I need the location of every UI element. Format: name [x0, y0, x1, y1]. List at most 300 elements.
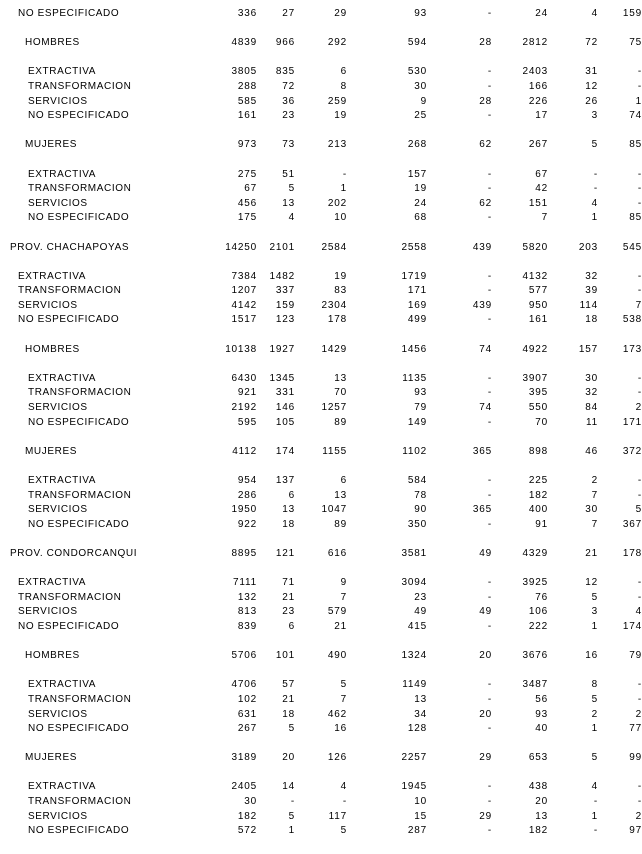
cell-value: 161	[237, 110, 257, 122]
table-row	[0, 708, 642, 723]
row-spacer	[0, 737, 642, 752]
cell-value: 83	[334, 285, 347, 297]
cell-value: 171	[622, 416, 642, 428]
cell-value: 4922	[522, 343, 548, 355]
table-row	[0, 678, 642, 693]
row-spacer	[0, 255, 642, 270]
cell-value: 490	[327, 650, 347, 662]
cell-value: 132	[237, 591, 257, 603]
cell-value: -	[487, 314, 492, 326]
cell-value: 5	[288, 183, 295, 195]
cell-value: 921	[237, 387, 257, 399]
table-row	[0, 270, 642, 285]
table-row	[0, 241, 642, 256]
cell-value: 400	[528, 504, 548, 516]
cell-value: 1482	[269, 270, 295, 282]
table-row	[0, 445, 642, 460]
cell-value: 2	[591, 475, 598, 486]
cell-value: 3805	[231, 66, 257, 78]
cell-value: 117	[328, 810, 347, 822]
cell-value: 10	[414, 796, 427, 808]
cell-value: -	[487, 825, 492, 837]
row-spacer	[0, 124, 642, 139]
cell-value: 350	[407, 518, 427, 530]
cell-value: 1	[591, 723, 598, 735]
cell-value: 10138	[225, 343, 257, 355]
cell-value: -	[637, 796, 642, 808]
cell-value: 21	[585, 547, 598, 559]
table-row	[0, 591, 642, 606]
row-spacer	[0, 532, 642, 547]
cell-value: 71	[282, 577, 295, 589]
cell-value: 3581	[401, 547, 427, 559]
cell-value: -	[487, 781, 492, 793]
cell-value: 39	[585, 285, 598, 297]
row-label: NO ESPECIFICADO	[28, 110, 130, 122]
row-label: EXTRACTIVA	[18, 270, 87, 282]
cell-value: 2	[635, 708, 642, 720]
cell-value: -	[637, 80, 642, 92]
cell-value: 3676	[522, 650, 548, 662]
cell-value: 13	[414, 693, 427, 705]
cell-value: 13	[334, 372, 347, 384]
cell-value: 9	[420, 95, 427, 107]
cell-value: 226	[528, 95, 548, 107]
row-label: EXTRACTIVA	[28, 168, 97, 180]
cell-value: 8895	[231, 547, 257, 559]
cell-value: 19	[414, 183, 427, 195]
cell-value: 62	[479, 139, 492, 151]
cell-value: 365	[472, 504, 492, 516]
cell-value: 10	[334, 212, 347, 224]
cell-value: 6	[340, 475, 347, 486]
cell-value: 11	[586, 416, 598, 428]
cell-value: 19	[334, 110, 347, 122]
cell-value: 365	[472, 445, 492, 457]
cell-value: 93	[414, 8, 427, 19]
cell-value: 2101	[269, 241, 295, 253]
cell-value: 78	[414, 489, 427, 501]
row-spacer	[0, 766, 642, 781]
table-row	[0, 693, 642, 708]
cell-value: -	[487, 489, 492, 501]
cell-value: 4706	[231, 679, 257, 691]
table-row	[0, 649, 642, 664]
row-spacer	[0, 153, 642, 168]
table-row	[0, 489, 642, 504]
row-label: TRANSFORMACION	[28, 183, 132, 195]
cell-value: 337	[275, 285, 295, 297]
cell-value: 395	[528, 387, 548, 399]
cell-value: 1950	[231, 504, 257, 516]
cell-value: 4	[591, 781, 598, 793]
cell-value: 24	[535, 8, 548, 19]
cell-value: 225	[528, 475, 548, 486]
cell-value: 74	[479, 402, 492, 414]
cell-value: -	[487, 285, 492, 297]
cell-value: 6	[340, 66, 347, 78]
cell-value: -	[487, 518, 492, 530]
cell-value: 29	[334, 8, 347, 19]
cell-value: 93	[414, 387, 427, 399]
table-row	[0, 416, 642, 431]
statistics-table	[0, 7, 642, 839]
table-row	[0, 211, 642, 226]
cell-value: 29	[479, 752, 492, 764]
row-label: SERVICIOS	[28, 504, 88, 516]
cell-value: 16	[585, 650, 598, 662]
row-spacer	[0, 664, 642, 679]
cell-value: 20	[479, 650, 492, 662]
cell-value: 18	[282, 518, 295, 530]
cell-value: 3487	[522, 679, 548, 691]
table-row	[0, 386, 642, 401]
cell-value: 97	[629, 825, 642, 837]
cell-value: 30	[244, 796, 257, 808]
cell-value: 171	[407, 285, 427, 297]
table-row	[0, 780, 642, 795]
cell-value: 4	[635, 606, 642, 618]
row-spacer	[0, 357, 642, 372]
cell-value: 19	[334, 270, 347, 282]
cell-value: 950	[528, 299, 548, 311]
row-spacer	[0, 22, 642, 37]
cell-value: 7	[591, 518, 598, 530]
cell-value: 13	[282, 504, 295, 516]
cell-value: 73	[282, 139, 295, 151]
table-row	[0, 36, 642, 51]
row-label: HOMBRES	[25, 343, 80, 355]
cell-value: 1149	[402, 679, 427, 691]
cell-value: -	[487, 577, 492, 589]
table-row	[0, 474, 642, 489]
cell-value: 4142	[231, 299, 257, 311]
cell-value: 835	[275, 66, 295, 78]
cell-value: 1	[340, 183, 347, 195]
cell-value: 4	[591, 197, 598, 209]
cell-value: 7	[340, 693, 347, 705]
cell-value: -	[487, 591, 492, 603]
cell-value: 14250	[225, 241, 257, 253]
table-row	[0, 605, 642, 620]
cell-value: 2257	[401, 752, 427, 764]
cell-value: 28	[479, 95, 492, 107]
cell-value: 6430	[231, 372, 257, 384]
cell-value: 21	[334, 620, 347, 632]
cell-value: 49	[479, 547, 492, 559]
cell-value: 102	[237, 693, 257, 705]
cell-value: 105	[275, 416, 295, 428]
cell-value: 1	[635, 95, 642, 107]
cell-value: 26	[585, 95, 598, 107]
cell-value: 5	[635, 504, 642, 516]
cell-value: 213	[327, 139, 347, 151]
cell-value: -	[487, 8, 492, 19]
cell-value: 169	[407, 299, 427, 311]
table-row	[0, 284, 642, 299]
cell-value: 157	[578, 343, 598, 355]
cell-value: 1257	[321, 402, 347, 414]
row-spacer	[0, 226, 642, 241]
row-spacer	[0, 430, 642, 445]
row-label: EXTRACTIVA	[18, 577, 87, 589]
cell-value: 3	[591, 110, 598, 122]
cell-value: 1	[591, 810, 598, 822]
row-label: SERVICIOS	[18, 299, 78, 311]
cell-value: 275	[237, 168, 257, 180]
cell-value: -	[487, 270, 492, 282]
cell-value: -	[487, 80, 492, 92]
cell-value: 456	[237, 197, 257, 209]
cell-value: 30	[585, 372, 598, 384]
row-label: TRANSFORMACION	[28, 80, 132, 92]
cell-value: 922	[237, 518, 257, 530]
cell-value: 49	[414, 606, 427, 618]
cell-value: -	[487, 183, 492, 195]
row-label: PROV. CONDORCANQUI	[10, 547, 138, 559]
cell-value: 577	[528, 285, 548, 297]
cell-value: 4	[591, 8, 598, 19]
table-row	[0, 547, 642, 562]
cell-value: 74	[629, 110, 642, 122]
cell-value: -	[593, 796, 598, 808]
cell-value: 5	[591, 591, 598, 603]
cell-value: 174	[622, 620, 642, 632]
table-row	[0, 95, 642, 110]
cell-value: 114	[579, 299, 598, 311]
cell-value: 76	[535, 591, 548, 603]
cell-value: 3189	[231, 752, 257, 764]
cell-value: 1945	[401, 781, 427, 793]
cell-value: 12	[585, 80, 598, 92]
cell-value: 1	[591, 620, 598, 632]
cell-value: 4	[340, 781, 347, 793]
row-label: EXTRACTIVA	[28, 679, 97, 691]
cell-value: -	[637, 475, 642, 486]
table-row	[0, 7, 642, 22]
row-label: NO ESPECIFICADO	[28, 416, 130, 428]
cell-value: 28	[479, 37, 492, 49]
cell-value: 161	[528, 314, 548, 326]
cell-value: 616	[327, 547, 347, 559]
cell-value: 25	[414, 110, 427, 122]
cell-value: 6	[288, 489, 295, 501]
cell-value: 8	[591, 679, 598, 691]
cell-value: 46	[585, 445, 598, 457]
cell-value: -	[593, 168, 598, 180]
table-row	[0, 810, 642, 825]
cell-value: 579	[327, 606, 347, 618]
cell-value: 336	[237, 8, 257, 19]
row-spacer	[0, 459, 642, 474]
cell-value: 31	[585, 66, 598, 78]
cell-value: 23	[414, 591, 427, 603]
cell-value: 268	[407, 139, 427, 151]
cell-value: 79	[414, 402, 427, 414]
table-row	[0, 503, 642, 518]
cell-value: 85	[629, 212, 642, 224]
cell-value: 1324	[401, 650, 427, 662]
table-row	[0, 751, 642, 766]
cell-value: 292	[327, 37, 347, 49]
cell-value: 954	[237, 475, 257, 486]
table-row	[0, 824, 642, 839]
cell-value: 287	[407, 825, 427, 837]
cell-value: 2403	[522, 66, 548, 78]
row-label: PROV. CHACHAPOYAS	[10, 241, 130, 253]
cell-value: 5	[591, 752, 598, 764]
cell-value: 1135	[402, 372, 427, 384]
cell-value: 68	[414, 212, 427, 224]
cell-value: 839	[237, 620, 257, 632]
cell-value: -	[487, 110, 492, 122]
cell-value: 2192	[231, 402, 257, 414]
cell-value: 21	[282, 591, 295, 603]
cell-value: 259	[327, 95, 347, 107]
cell-value: -	[342, 168, 347, 180]
table-row	[0, 722, 642, 737]
cell-value: 56	[535, 693, 548, 705]
cell-value: 182	[528, 489, 548, 501]
cell-value: 175	[237, 212, 257, 224]
table-row	[0, 299, 642, 314]
cell-value: 7	[635, 299, 642, 311]
row-label: SERVICIOS	[28, 95, 88, 107]
table-row	[0, 576, 642, 591]
cell-value: -	[487, 723, 492, 735]
cell-value: 149	[407, 416, 427, 428]
cell-value: 4	[288, 212, 295, 224]
row-label: MUJERES	[25, 445, 77, 457]
cell-value: 173	[622, 343, 642, 355]
cell-value: -	[487, 372, 492, 384]
cell-value: 34	[414, 708, 427, 720]
cell-value: 538	[622, 314, 642, 326]
cell-value: 3	[591, 606, 598, 618]
cell-value: 4329	[522, 547, 548, 559]
cell-value: 4112	[232, 445, 257, 457]
cell-value: 9	[340, 577, 347, 589]
cell-value: 91	[535, 518, 548, 530]
row-label: TRANSFORMACION	[28, 693, 132, 705]
cell-value: 5	[591, 139, 598, 151]
cell-value: 594	[407, 37, 427, 49]
cell-value: 1	[591, 212, 598, 224]
cell-value: 2	[635, 810, 642, 822]
cell-value: 267	[237, 723, 257, 735]
table-row	[0, 80, 642, 95]
row-label: NO ESPECIFICADO	[18, 620, 120, 632]
table-row	[0, 182, 642, 197]
cell-value: -	[487, 387, 492, 399]
cell-value: 966	[275, 37, 295, 49]
cell-value: 372	[622, 445, 642, 457]
cell-value: 89	[334, 416, 347, 428]
cell-value: 77	[629, 723, 642, 735]
cell-value: -	[637, 489, 642, 501]
row-spacer	[0, 328, 642, 343]
cell-value: 286	[237, 489, 257, 501]
cell-value: 12	[585, 577, 598, 589]
cell-value: 3907	[522, 372, 548, 384]
cell-value: 530	[407, 66, 427, 78]
cell-value: 84	[585, 402, 598, 414]
cell-value: 16	[334, 723, 347, 735]
row-label: SERVICIOS	[28, 402, 88, 414]
cell-value: 30	[585, 504, 598, 516]
row-label: SERVICIOS	[18, 606, 78, 618]
cell-value: -	[637, 197, 642, 209]
cell-value: -	[487, 693, 492, 705]
cell-value: 174	[275, 445, 295, 457]
cell-value: 74	[479, 343, 492, 355]
cell-value: 5	[340, 825, 347, 837]
cell-value: 166	[528, 80, 548, 92]
cell-value: 5706	[231, 650, 257, 662]
cell-value: 6	[288, 620, 295, 632]
cell-value: 13	[535, 810, 548, 822]
cell-value: 90	[414, 504, 427, 516]
cell-value: 70	[535, 416, 548, 428]
cell-value: 178	[327, 314, 347, 326]
cell-value: -	[637, 577, 642, 589]
cell-value: 72	[282, 80, 295, 92]
cell-value: -	[487, 168, 492, 180]
cell-value: 70	[334, 387, 347, 399]
cell-value: 973	[237, 139, 257, 151]
cell-value: 585	[237, 95, 257, 107]
cell-value: 85	[629, 139, 642, 151]
cell-value: 13	[334, 489, 347, 501]
row-label: NO ESPECIFICADO	[18, 314, 120, 326]
cell-value: 202	[327, 197, 347, 209]
cell-value: 2405	[231, 781, 257, 793]
cell-value: 36	[282, 95, 295, 107]
cell-value: 203	[578, 241, 598, 253]
cell-value: 462	[327, 708, 347, 720]
cell-value: 32	[585, 387, 598, 399]
cell-value: 21	[282, 693, 295, 705]
row-label: EXTRACTIVA	[28, 475, 97, 486]
cell-value: 51	[282, 168, 295, 180]
cell-value: -	[487, 212, 492, 224]
cell-value: 93	[535, 708, 548, 720]
cell-value: -	[290, 796, 295, 808]
cell-value: 40	[535, 723, 548, 735]
cell-value: 151	[528, 197, 548, 209]
cell-value: 222	[528, 620, 548, 632]
cell-value: 67	[535, 168, 548, 180]
row-label: NO ESPECIFICADO	[28, 825, 130, 837]
cell-value: 367	[622, 518, 642, 530]
cell-value: 24	[414, 197, 427, 209]
cell-value: 27	[282, 8, 295, 19]
table-row	[0, 168, 642, 183]
row-label: TRANSFORMACION	[18, 285, 122, 297]
cell-value: 7	[591, 489, 598, 501]
cell-value: 499	[407, 314, 427, 326]
cell-value: 89	[334, 518, 347, 530]
row-label: SERVICIOS	[28, 197, 88, 209]
cell-value: 813	[237, 606, 257, 618]
cell-value: -	[637, 285, 642, 297]
row-label: NO ESPECIFICADO	[28, 212, 130, 224]
cell-value: 159	[275, 299, 295, 311]
row-spacer	[0, 562, 642, 577]
table-row	[0, 313, 642, 328]
cell-value: 62	[479, 197, 492, 209]
cell-value: 545	[622, 241, 642, 253]
